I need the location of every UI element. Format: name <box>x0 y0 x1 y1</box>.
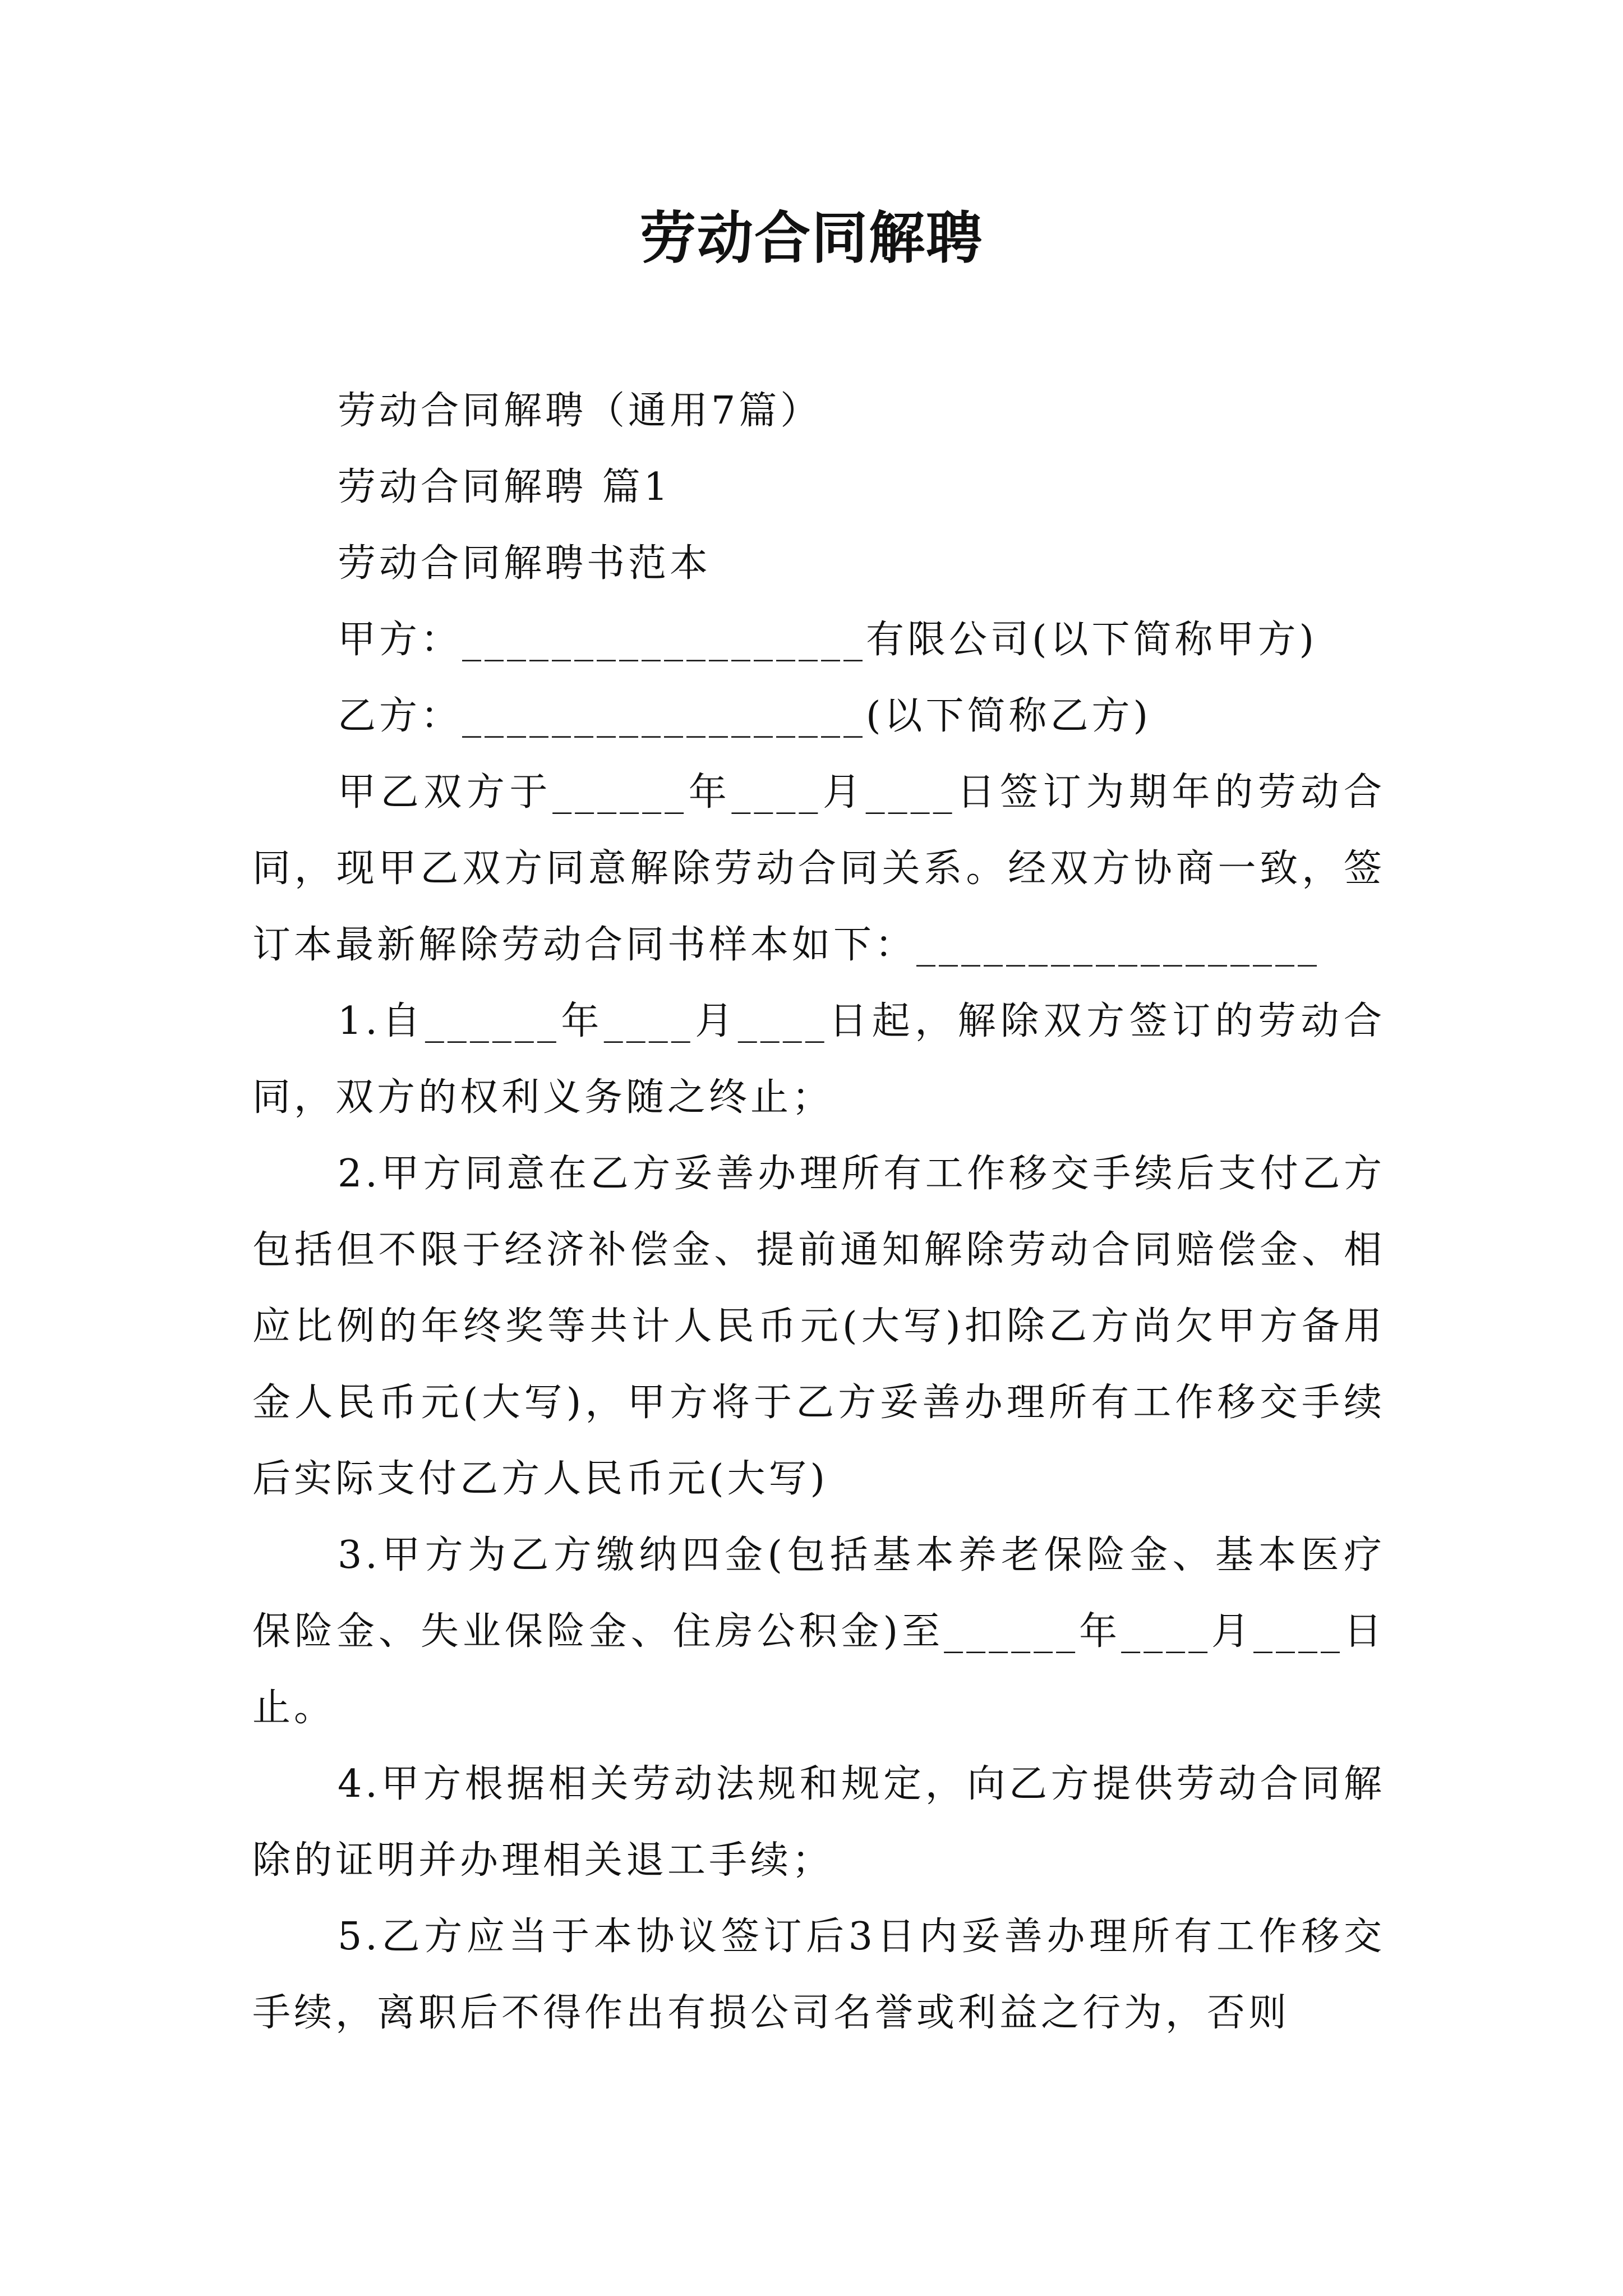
clause-5: 5.乙方应当于本协议签订后3日内妥善办理所有工作移交手续，离职后不得作出有损公司名誉或利益之行为，否则 <box>252 1915 1385 2035</box>
section-heading: 劳动合同解聘 篇1 <box>338 465 671 509</box>
party-b-line: 乙方：__________________(以下简称乙方) <box>338 694 1152 738</box>
document-body <box>252 373 1385 2051</box>
template-heading: 劳动合同解聘书范本 <box>338 541 712 586</box>
clause-3: 3.甲方为乙方缴纳四金(包括基本养老保险金、基本医疗保险金、失业保险金、住房公积金)至______年____月____日止。 <box>252 1533 1385 1730</box>
intro-paragraph: 甲乙双方于______年____月____日签订为期年的劳动合同，现甲乙双方同意解除劳动合同关系。经双方协商一致，签订本最新解除劳动合同书样本如下：__________________ <box>252 770 1385 967</box>
clause-2: 2.甲方同意在乙方妥善办理所有工作移交手续后支付乙方包括但不限于经济补偿金、提前通知解除劳动合同赔偿金、相应比例的年终奖等共计人民币元(大写)扣除乙方尚欠甲方备用金人民币元(大写)，甲方将于乙方妥善办理所有工作移交手续后实际支付乙方人民币元(大写) <box>252 1152 1385 1501</box>
document-title: 劳动合同解聘 <box>640 205 983 271</box>
subtitle-paragraph: 劳动合同解聘（通用7篇） <box>338 389 822 433</box>
party-a-line: 甲方：__________________有限公司(以下简称甲方) <box>338 618 1318 662</box>
clause-4: 4.甲方根据相关劳动法规和规定，向乙方提供劳动合同解除的证明并办理相关退工手续； <box>252 1762 1385 1883</box>
clause-1: 1.自______年____月____日起，解除双方签订的劳动合同，双方的权利义务随之终止； <box>252 999 1385 1120</box>
